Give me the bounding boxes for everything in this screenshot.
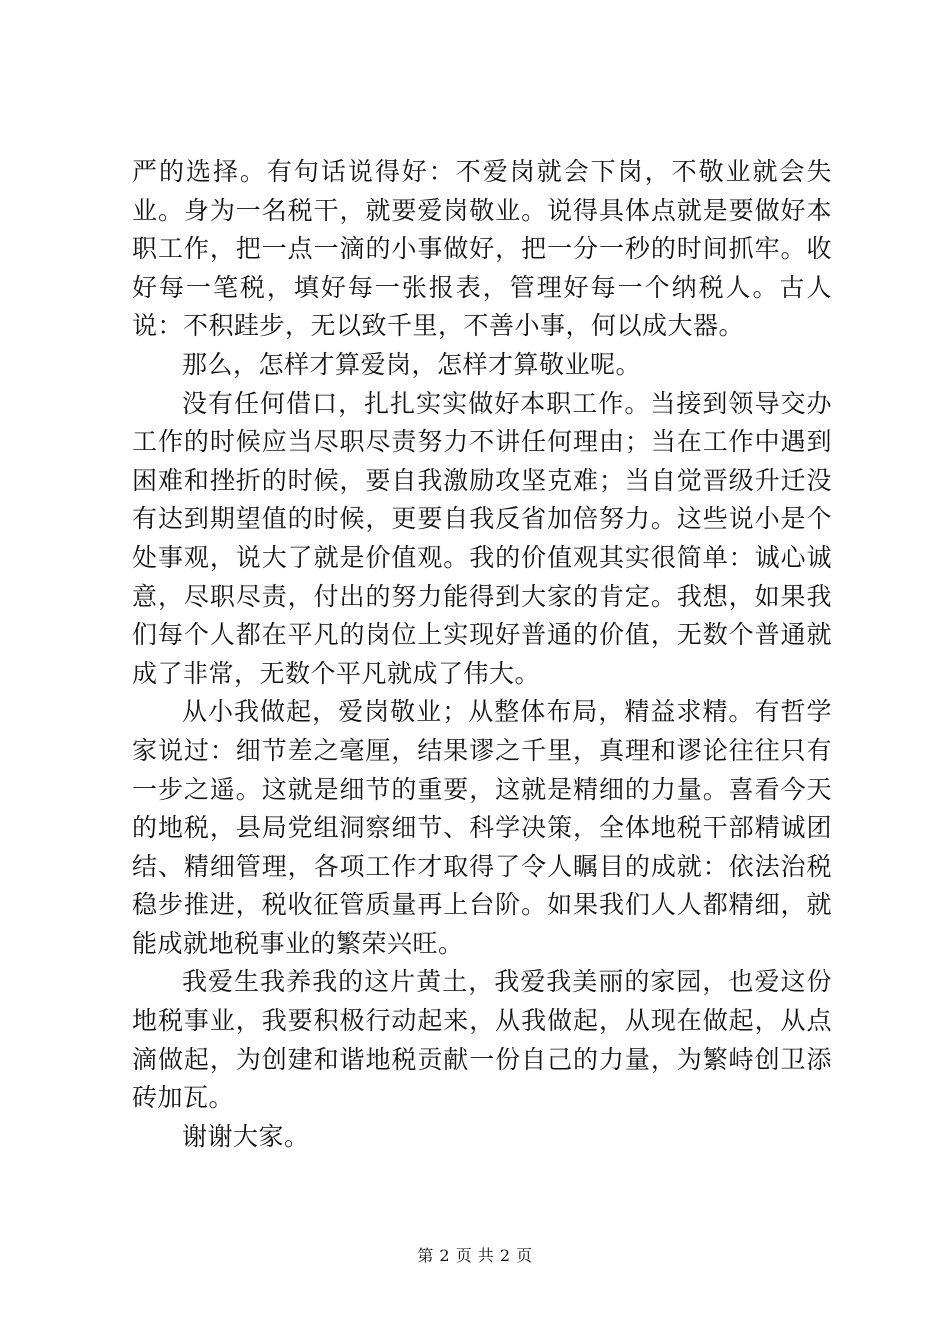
page-number: 第 2 页 共 2 页 <box>417 1246 533 1265</box>
paragraph: 谢谢大家。 <box>182 1121 310 1151</box>
paragraph: 那么，怎样才算爱岗，怎样才算敬业呢。 <box>182 349 642 379</box>
page-footer <box>0 1245 950 1267</box>
paragraph: 我爱生我养我的这片黄土，我爱我美丽的家园，也爱这份地税事业，我要积极行动起来，从我做起，从现在做起，从点滴做起，为创建和谐地税贡献一份自己的力量，为繁峙创卫添砖加瓦。 <box>132 967 832 1113</box>
paragraph: 严的选择。有句话说得好：不爱岗就会下岗，不敬业就会失业。身为一名税干，就要爱岗敬业。说得具体点就是要做好本职工作，把一点一滴的小事做好，把一分一秒的时间抓牢。收好每一笔税，填好每一张报表，管理好每一个纳税人。古人说：不积跬步，无以致千里，不善小事，何以成大器。 <box>132 157 832 341</box>
paragraph: 从小我做起，爱岗敬业；从整体布局，精益求精。有哲学家说过：细节差之毫厘，结果谬之千里，真理和谬论往往只有一步之遥。这就是细节的重要，这就是精细的力量。喜看今天的地税，县局党组洞察细节、科学决策，全体地税干部精诚团结、精细管理，各项工作才取得了令人瞩目的成就：依法治税稳步推进，税收征管质量再上台阶。如果我们人人都精细，就能成就地税事业的繁荣兴旺。 <box>132 697 832 958</box>
paragraph: 没有任何借口，扎扎实实做好本职工作。当接到领导交办工作的时候应当尽职尽责努力不讲任何理由；当在工作中遇到困难和挫折的时候，要自我激励攻坚克难；当自觉晋级升迁没有达到期望值的时候，更要自我反省加倍努力。这些说小是个处事观，说大了就是价值观。我的价值观其实很简单：诚心诚意，尽职尽责，付出的努力能得到大家的肯定。我想，如果我们每个人都在平凡的岗位上实现好普通的价值，无数个普通就成了非常，无数个平凡就成了伟大。 <box>132 388 832 688</box>
document-body <box>132 153 832 1156</box>
